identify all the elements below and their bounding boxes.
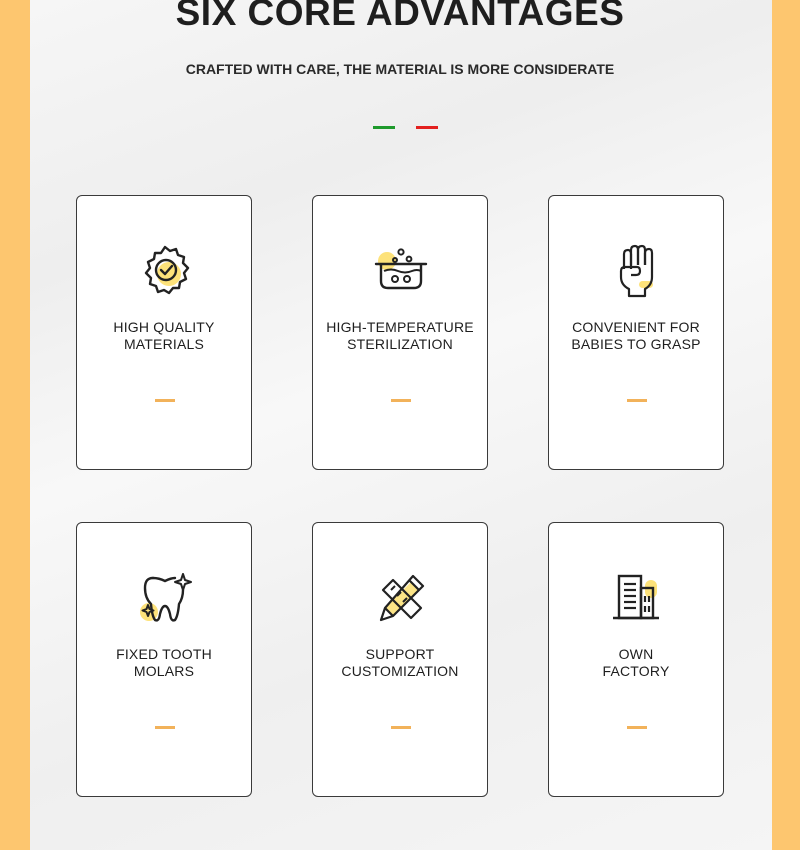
card-high-temperature-sterilization (312, 195, 488, 470)
card-convenient-for-babies-to-grasp (548, 195, 724, 470)
quality-badge-icon (135, 241, 195, 301)
card-high-quality-materials (76, 195, 252, 470)
card-label: OWN FACTORY (602, 646, 670, 679)
divider-green (373, 126, 395, 129)
card-label: HIGH QUALITY MATERIALS (113, 319, 215, 352)
card-label: FIXED TOOTH MOLARS (116, 646, 212, 679)
divider-red (416, 126, 438, 129)
accent-dash (155, 399, 175, 402)
sparkling-tooth-icon (135, 568, 195, 628)
accent-dash (391, 399, 411, 402)
card-fixed-tooth-molars (76, 522, 252, 797)
accent-dash (627, 726, 647, 729)
factory-building-icon (607, 568, 667, 628)
accent-dash (155, 726, 175, 729)
fist-grip-icon (607, 241, 667, 301)
boiling-pot-icon (371, 241, 431, 301)
card-label: SUPPORT CUSTOMIZATION (341, 646, 459, 679)
card-support-customization (312, 522, 488, 797)
page-subtitle: CRAFTED WITH CARE, THE MATERIAL IS MORE CONSIDERATE (185, 61, 615, 77)
page-title: SIX CORE ADVANTAGES (175, 0, 625, 33)
accent-dash (627, 399, 647, 402)
card-label: CONVENIENT FOR BABIES TO GRASP (571, 319, 701, 352)
pencil-ruler-icon (371, 568, 431, 628)
accent-dash (391, 726, 411, 729)
card-label: HIGH-TEMPERATURE STERILIZATION (326, 319, 474, 352)
card-own-factory (548, 522, 724, 797)
